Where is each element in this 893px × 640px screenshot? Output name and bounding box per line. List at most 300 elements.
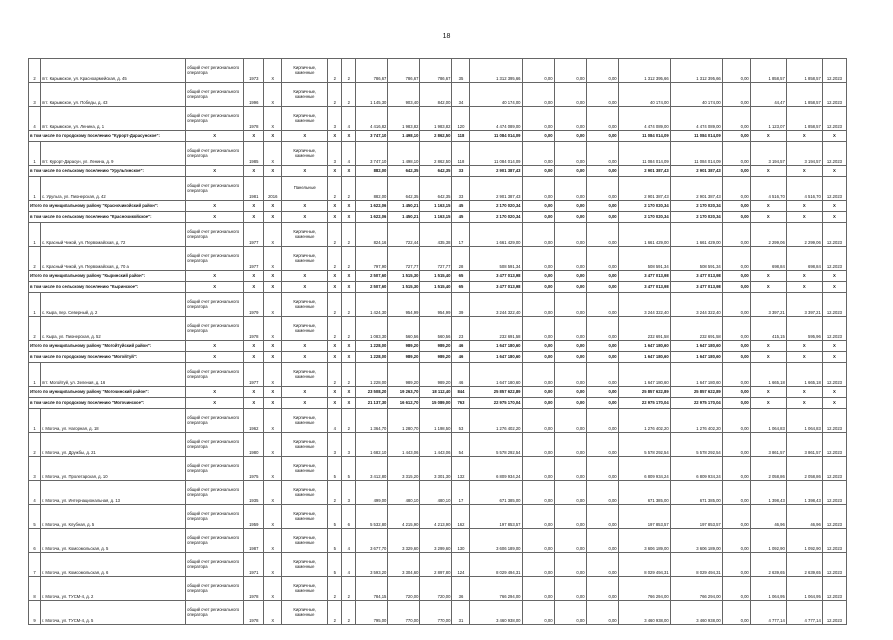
placeholder-x-cell: Х [282, 352, 328, 363]
address-cell: с. Красный Чикой, ул. Первомайская, д. 70 а [41, 247, 186, 271]
entrances-cell: 3 [342, 481, 356, 505]
residents-cell: 45 [452, 201, 470, 212]
premises-area-cell: 19 263,70 [388, 387, 420, 398]
fund-cost-cell: 0,00 [522, 83, 554, 107]
placeholder-x-cell: Х [264, 166, 282, 177]
owners-funds-total-cell: 2 170 020,34 [670, 201, 722, 212]
total-cost-cell: 508 591,34 [470, 247, 522, 271]
placeholder-x-cell: Х [750, 282, 786, 293]
placeholder-x-cell: Х [244, 131, 264, 142]
total-area-cell: 797,90 [356, 247, 388, 271]
wall-material-cell: Кирпичные, каменные [282, 223, 328, 247]
fund-method-cell: общий счет регионального оператора [186, 223, 244, 247]
placeholder-x-cell: Х [264, 271, 282, 282]
subtotal-row [29, 352, 847, 363]
commission-year-cell: 1973 [244, 59, 264, 83]
premises-area-cell: 989,20 [388, 352, 420, 363]
other-funds-cell: 0,00 [722, 553, 750, 577]
max-unit-cost-cell: 698,84 [786, 247, 822, 271]
subtotal-row [29, 398, 847, 409]
other-funds-cell: 0,00 [722, 398, 750, 409]
residents-cell: 33 [452, 177, 470, 201]
total-area-cell: 23 508,20 [356, 387, 388, 398]
placeholder-x-cell: Х [282, 212, 328, 223]
unit-cost-cell: 3 861,57 [750, 433, 786, 457]
local-budget-cell: 0,00 [586, 223, 618, 247]
total-area-cell: 882,00 [356, 166, 388, 177]
subtotal-row [29, 166, 847, 177]
commission-year-cell: 1978 [244, 317, 264, 341]
total-cost-cell: 8 029 494,31 [470, 553, 522, 577]
local-budget-cell: 0,00 [586, 409, 618, 433]
regional-budget-cell: 0,00 [554, 352, 586, 363]
entrances-cell: 2 [342, 59, 356, 83]
last-repair-year-cell: Х [264, 433, 282, 457]
premises-area-cell: 1 498,10 [388, 142, 420, 166]
owners-funds-total-cell: 3 460 938,00 [670, 601, 722, 625]
placeholder-x-cell: Х [342, 282, 356, 293]
residential-area-cell: 989,20 [420, 352, 452, 363]
local-budget-cell: 0,00 [586, 83, 618, 107]
local-budget-cell: 0,00 [586, 142, 618, 166]
placeholder-x-cell: Х [822, 212, 846, 223]
completion-date-cell: 12.2023 [822, 317, 846, 341]
fund-method-cell: общий счет регионального оператора [186, 247, 244, 271]
residential-area-cell: 989,20 [420, 341, 452, 352]
total-area-cell: 1 364,70 [356, 409, 388, 433]
regional-budget-cell: 0,00 [554, 223, 586, 247]
placeholder-x-cell: Х [244, 398, 264, 409]
local-budget-cell: 0,00 [586, 341, 618, 352]
total-area-cell: 2 507,60 [356, 282, 388, 293]
row-number-cell: 2 [29, 433, 41, 457]
fund-cost-cell: 0,00 [522, 107, 554, 131]
premises-area-cell: 786,67 [388, 59, 420, 83]
fund-method-cell: общий счет регионального оператора [186, 529, 244, 553]
residents-cell: 844 [452, 387, 470, 398]
owners-funds-total-cell: 2 170 020,34 [670, 212, 722, 223]
local-budget-cell: 0,00 [586, 481, 618, 505]
regional-budget-cell: 0,00 [554, 363, 586, 387]
row-number-cell: 4 [29, 107, 41, 131]
other-funds-cell: 0,00 [722, 142, 750, 166]
wall-material-cell: Панельные [282, 177, 328, 201]
last-repair-year-cell: Х [264, 83, 282, 107]
premises-area-cell: 770,00 [388, 601, 420, 625]
placeholder-x-cell: Х [244, 341, 264, 352]
total-area-cell: 1 228,00 [356, 352, 388, 363]
table-body [29, 59, 847, 625]
entrances-cell: 2 [342, 363, 356, 387]
owners-funds-total-cell: 3 244 322,40 [670, 293, 722, 317]
premises-area-cell: 3 304,60 [388, 553, 420, 577]
row-number-cell: 6 [29, 529, 41, 553]
fund-method-cell: общий счет регионального оператора [186, 317, 244, 341]
address-cell: пгт. Могойтуй, ул. Зеленая, д. 16 [41, 363, 186, 387]
residential-area-cell: 1 163,15 [420, 212, 452, 223]
placeholder-x-cell: Х [282, 166, 328, 177]
residents-cell: 39 [452, 293, 470, 317]
total-cost-cell: 6 809 934,24 [470, 457, 522, 481]
owners-funds-total-cell: 232 691,58 [670, 317, 722, 341]
placeholder-x-cell: Х [342, 387, 356, 398]
total-cost-cell: 25 857 622,89 [470, 387, 522, 398]
placeholder-x-cell: Х [328, 398, 342, 409]
placeholder-x-cell: Х [282, 341, 328, 352]
entrances-cell: 6 [342, 505, 356, 529]
floors-cell: 2 [328, 363, 342, 387]
residents-cell: 162 [452, 505, 470, 529]
residential-area-cell: 435,38 [420, 223, 452, 247]
local-budget-cell: 0,00 [586, 577, 618, 601]
residents-cell: 33 [452, 166, 470, 177]
table-row [29, 59, 847, 83]
row-number-cell: 1 [29, 142, 41, 166]
completion-date-cell: 12.2023 [822, 177, 846, 201]
regional-budget-cell: 0,00 [554, 433, 586, 457]
placeholder-x-cell: Х [786, 387, 822, 398]
address-cell: г. Могоча, ул. Комсомольская, д. 5 [41, 529, 186, 553]
row-number-cell: 1 [29, 293, 41, 317]
fund-method-cell: общий счет регионального оператора [186, 107, 244, 131]
total-area-cell: 1 228,00 [356, 341, 388, 352]
placeholder-x-cell: Х [282, 282, 328, 293]
last-repair-year-cell: Х [264, 457, 282, 481]
owners-funds-cell: 3 244 322,40 [618, 293, 670, 317]
regional-budget-cell: 0,00 [554, 529, 586, 553]
placeholder-x-cell: Х [822, 282, 846, 293]
total-cost-cell: 1 647 180,60 [470, 341, 522, 352]
fund-cost-cell: 0,00 [522, 317, 554, 341]
placeholder-x-cell: Х [822, 387, 846, 398]
regional-budget-cell: 0,00 [554, 293, 586, 317]
regional-budget-cell: 0,00 [554, 553, 586, 577]
fund-cost-cell: 0,00 [522, 398, 554, 409]
total-cost-cell: 766 294,00 [470, 577, 522, 601]
regional-budget-cell: 0,00 [554, 601, 586, 625]
max-unit-cost-cell: 4 777,14 [786, 601, 822, 625]
unit-cost-cell: 3 194,57 [750, 142, 786, 166]
placeholder-x-cell: Х [186, 282, 244, 293]
placeholder-x-cell: Х [282, 131, 328, 142]
total-cost-cell: 5 578 292,54 [470, 433, 522, 457]
address-cell: пгт. Курорт-Дарасун, ул. Ленина, д. 9 [41, 142, 186, 166]
unit-cost-cell: 1 123,07 [750, 107, 786, 131]
max-unit-cost-cell: 2 058,86 [786, 457, 822, 481]
fund-cost-cell: 0,00 [522, 177, 554, 201]
commission-year-cell: 1980 [244, 433, 264, 457]
floors-cell: 2 [328, 293, 342, 317]
placeholder-x-cell: Х [282, 201, 328, 212]
premises-area-cell: 1 450,21 [388, 201, 420, 212]
total-area-cell: 1 622,06 [356, 201, 388, 212]
local-budget-cell: 0,00 [586, 201, 618, 212]
fund-cost-cell: 0,00 [522, 212, 554, 223]
row-number-cell: 1 [29, 223, 41, 247]
premises-area-cell: 722,44 [388, 223, 420, 247]
unit-cost-cell: 1 665,18 [750, 363, 786, 387]
completion-date-cell: 12.2023 [822, 59, 846, 83]
entrances-cell: 2 [342, 601, 356, 625]
placeholder-x-cell: Х [750, 131, 786, 142]
regional-budget-cell: 0,00 [554, 247, 586, 271]
address-cell: с. Кыра, ул. Пионерская, д. 52 [41, 317, 186, 341]
placeholder-x-cell: Х [264, 212, 282, 223]
residents-cell: 34 [452, 83, 470, 107]
premises-area-cell: 1 280,70 [388, 409, 420, 433]
last-repair-year-cell: Х [264, 223, 282, 247]
fund-method-cell: общий счет регионального оператора [186, 601, 244, 625]
max-unit-cost-cell: 1 398,43 [786, 481, 822, 505]
address-cell: пгт. Карымское, ул. Ленина, д. 1 [41, 107, 186, 131]
placeholder-x-cell: Х [786, 398, 822, 409]
placeholder-x-cell: Х [264, 387, 282, 398]
placeholder-x-cell: Х [186, 352, 244, 363]
completion-date-cell: 12.2023 [822, 601, 846, 625]
owners-funds-cell: 232 691,58 [618, 317, 670, 341]
floors-cell: 5 [328, 529, 342, 553]
fund-cost-cell: 0,00 [522, 409, 554, 433]
floors-cell: 2 [328, 317, 342, 341]
local-budget-cell: 0,00 [586, 212, 618, 223]
subtotal-row [29, 341, 847, 352]
unit-cost-cell: 1 092,90 [750, 529, 786, 553]
wall-material-cell: Кирпичные, каменные [282, 505, 328, 529]
placeholder-x-cell: Х [328, 131, 342, 142]
subtotal-label: Итого по муниципальному району "Кыринский район": [29, 271, 186, 282]
other-funds-cell: 0,00 [722, 247, 750, 271]
placeholder-x-cell: Х [342, 341, 356, 352]
completion-date-cell: 12.2023 [822, 577, 846, 601]
fund-method-cell: общий счет регионального оператора [186, 409, 244, 433]
completion-date-cell: 12.2023 [822, 457, 846, 481]
entrances-cell: 2 [342, 177, 356, 201]
unit-cost-cell: 1 064,95 [750, 577, 786, 601]
owners-funds-cell: 3 460 938,00 [618, 601, 670, 625]
placeholder-x-cell: Х [342, 352, 356, 363]
total-cost-cell: 2 901 387,43 [470, 177, 522, 201]
other-funds-cell: 0,00 [722, 271, 750, 282]
placeholder-x-cell: Х [750, 166, 786, 177]
table-row [29, 481, 847, 505]
placeholder-x-cell: Х [328, 352, 342, 363]
regional-budget-cell: 0,00 [554, 271, 586, 282]
owners-funds-cell: 4 474 089,00 [618, 107, 670, 131]
total-cost-cell: 3 606 189,00 [470, 529, 522, 553]
total-cost-cell: 1 647 180,60 [470, 352, 522, 363]
regional-budget-cell: 0,00 [554, 177, 586, 201]
table-row [29, 601, 847, 625]
row-number-cell: 9 [29, 601, 41, 625]
owners-funds-total-cell: 6 809 934,24 [670, 457, 722, 481]
wall-material-cell: Кирпичные, каменные [282, 107, 328, 131]
residential-area-cell: 989,20 [420, 363, 452, 387]
premises-area-cell: 1 450,21 [388, 212, 420, 223]
residents-cell: 23 [452, 317, 470, 341]
owners-funds-cell: 25 857 622,89 [618, 387, 670, 398]
placeholder-x-cell: Х [822, 398, 846, 409]
premises-area-cell: 560,56 [388, 317, 420, 341]
owners-funds-total-cell: 11 084 014,09 [670, 142, 722, 166]
placeholder-x-cell: Х [282, 398, 328, 409]
other-funds-cell: 0,00 [722, 457, 750, 481]
table-row [29, 409, 847, 433]
owners-funds-total-cell: 2 901 387,43 [670, 177, 722, 201]
placeholder-x-cell: Х [750, 271, 786, 282]
fund-cost-cell: 0,00 [522, 293, 554, 317]
residential-area-cell: 642,35 [420, 177, 452, 201]
regional-budget-cell: 0,00 [554, 481, 586, 505]
entrances-cell: 2 [342, 83, 356, 107]
total-cost-cell: 3 460 938,00 [470, 601, 522, 625]
regional-budget-cell: 0,00 [554, 282, 586, 293]
residents-cell: 31 [452, 601, 470, 625]
fund-method-cell: общий счет регионального оператора [186, 59, 244, 83]
owners-funds-cell: 671 385,00 [618, 481, 670, 505]
regional-budget-cell: 0,00 [554, 166, 586, 177]
owners-funds-total-cell: 1 312 395,66 [670, 59, 722, 83]
placeholder-x-cell: Х [786, 282, 822, 293]
completion-date-cell: 12.2023 [822, 553, 846, 577]
last-repair-year-cell: Х [264, 107, 282, 131]
fund-cost-cell: 0,00 [522, 529, 554, 553]
owners-funds-total-cell: 1 647 180,60 [670, 352, 722, 363]
wall-material-cell: Кирпичные, каменные [282, 409, 328, 433]
regional-budget-cell: 0,00 [554, 341, 586, 352]
fund-method-cell: общий счет регионального оператора [186, 142, 244, 166]
total-cost-cell: 3 477 013,98 [470, 282, 522, 293]
commission-year-cell: 1935 [244, 481, 264, 505]
total-area-cell: 882,00 [356, 177, 388, 201]
owners-funds-cell: 2 901 387,43 [618, 166, 670, 177]
local-budget-cell: 0,00 [586, 387, 618, 398]
unit-cost-cell: 1 858,57 [750, 59, 786, 83]
placeholder-x-cell: Х [822, 201, 846, 212]
total-cost-cell: 2 901 387,43 [470, 166, 522, 177]
wall-material-cell: Кирпичные, каменные [282, 433, 328, 457]
residential-area-cell: 1 198,50 [420, 409, 452, 433]
row-number-cell: 1 [29, 363, 41, 387]
row-number-cell: 3 [29, 83, 41, 107]
unit-cost-cell: 44,47 [750, 83, 786, 107]
fund-method-cell: общий счет регионального оператора [186, 505, 244, 529]
placeholder-x-cell: Х [342, 166, 356, 177]
regional-budget-cell: 0,00 [554, 131, 586, 142]
residential-area-cell: 1 515,40 [420, 271, 452, 282]
completion-date-cell: 12.2023 [822, 363, 846, 387]
last-repair-year-cell: 2016 [264, 177, 282, 201]
placeholder-x-cell: Х [328, 341, 342, 352]
owners-funds-total-cell: 1 647 180,60 [670, 363, 722, 387]
premises-area-cell: 1 515,30 [388, 282, 420, 293]
owners-funds-cell: 2 170 020,34 [618, 212, 670, 223]
wall-material-cell: Кирпичные, каменные [282, 553, 328, 577]
placeholder-x-cell: Х [186, 341, 244, 352]
floors-cell: 2 [328, 577, 342, 601]
total-cost-cell: 1 276 402,20 [470, 409, 522, 433]
regional-budget-cell: 0,00 [554, 83, 586, 107]
row-number-cell: 2 [29, 59, 41, 83]
owners-funds-cell: 40 174,00 [618, 83, 670, 107]
last-repair-year-cell: Х [264, 59, 282, 83]
other-funds-cell: 0,00 [722, 201, 750, 212]
other-funds-cell: 0,00 [722, 317, 750, 341]
max-unit-cost-cell: 595,96 [786, 317, 822, 341]
placeholder-x-cell: Х [786, 166, 822, 177]
commission-year-cell: 1962 [244, 409, 264, 433]
commission-year-cell: 1977 [244, 223, 264, 247]
floors-cell: 3 [328, 142, 342, 166]
owners-funds-cell: 3 477 013,98 [618, 271, 670, 282]
subtotal-row [29, 201, 847, 212]
owners-funds-total-cell: 22 975 170,04 [670, 398, 722, 409]
subtotal-label: в том числе по городскому поселению "Могочинское": [29, 398, 186, 409]
owners-funds-total-cell: 508 591,34 [670, 247, 722, 271]
local-budget-cell: 0,00 [586, 317, 618, 341]
commission-year-cell: 1979 [244, 293, 264, 317]
owners-funds-cell: 11 084 014,09 [618, 131, 670, 142]
total-area-cell: 21 137,30 [356, 398, 388, 409]
subtotal-label: Итого по муниципальному району "Красночикойский район": [29, 201, 186, 212]
residents-cell: 46 [452, 341, 470, 352]
commission-year-cell: 1977 [244, 247, 264, 271]
fund-cost-cell: 0,00 [522, 59, 554, 83]
regional-budget-cell: 0,00 [554, 201, 586, 212]
local-budget-cell: 0,00 [586, 352, 618, 363]
commission-year-cell: 1985 [244, 142, 264, 166]
wall-material-cell: Кирпичные, каменные [282, 481, 328, 505]
premises-area-cell: 642,35 [388, 166, 420, 177]
local-budget-cell: 0,00 [586, 271, 618, 282]
subtotal-row [29, 387, 847, 398]
address-cell: пгт. Карымское, ул. Красноармейская, д. 45 [41, 59, 186, 83]
fund-cost-cell: 0,00 [522, 387, 554, 398]
commission-year-cell: 1971 [244, 553, 264, 577]
max-unit-cost-cell: 1 064,83 [786, 409, 822, 433]
owners-funds-cell: 5 578 292,54 [618, 433, 670, 457]
placeholder-x-cell: Х [342, 212, 356, 223]
placeholder-x-cell: Х [750, 387, 786, 398]
commission-year-cell: 1996 [244, 83, 264, 107]
completion-date-cell: 12.2023 [822, 223, 846, 247]
unit-cost-cell: 698,84 [750, 247, 786, 271]
other-funds-cell: 0,00 [722, 166, 750, 177]
other-funds-cell: 0,00 [722, 341, 750, 352]
floors-cell: 2 [328, 481, 342, 505]
placeholder-x-cell: Х [244, 166, 264, 177]
floors-cell: 2 [328, 59, 342, 83]
placeholder-x-cell: Х [328, 271, 342, 282]
premises-area-cell: 4 215,90 [388, 505, 420, 529]
row-number-cell: 2 [29, 317, 41, 341]
local-budget-cell: 0,00 [586, 457, 618, 481]
row-number-cell: 8 [29, 577, 41, 601]
last-repair-year-cell: Х [264, 142, 282, 166]
placeholder-x-cell: Х [186, 387, 244, 398]
fund-cost-cell: 0,00 [522, 577, 554, 601]
placeholder-x-cell: Х [342, 398, 356, 409]
max-unit-cost-cell: 3 194,57 [786, 142, 822, 166]
regional-budget-cell: 0,00 [554, 409, 586, 433]
residential-area-cell: 642,35 [420, 166, 452, 177]
residents-cell: 53 [452, 409, 470, 433]
wall-material-cell: Кирпичные, каменные [282, 457, 328, 481]
residential-area-cell: 720,00 [420, 577, 452, 601]
total-cost-cell: 22 975 170,04 [470, 398, 522, 409]
regional-budget-cell: 0,00 [554, 212, 586, 223]
total-cost-cell: 40 174,00 [470, 83, 522, 107]
subtotal-label: в том числе по городскому поселению "Курорт-Дарасунское": [29, 131, 186, 142]
